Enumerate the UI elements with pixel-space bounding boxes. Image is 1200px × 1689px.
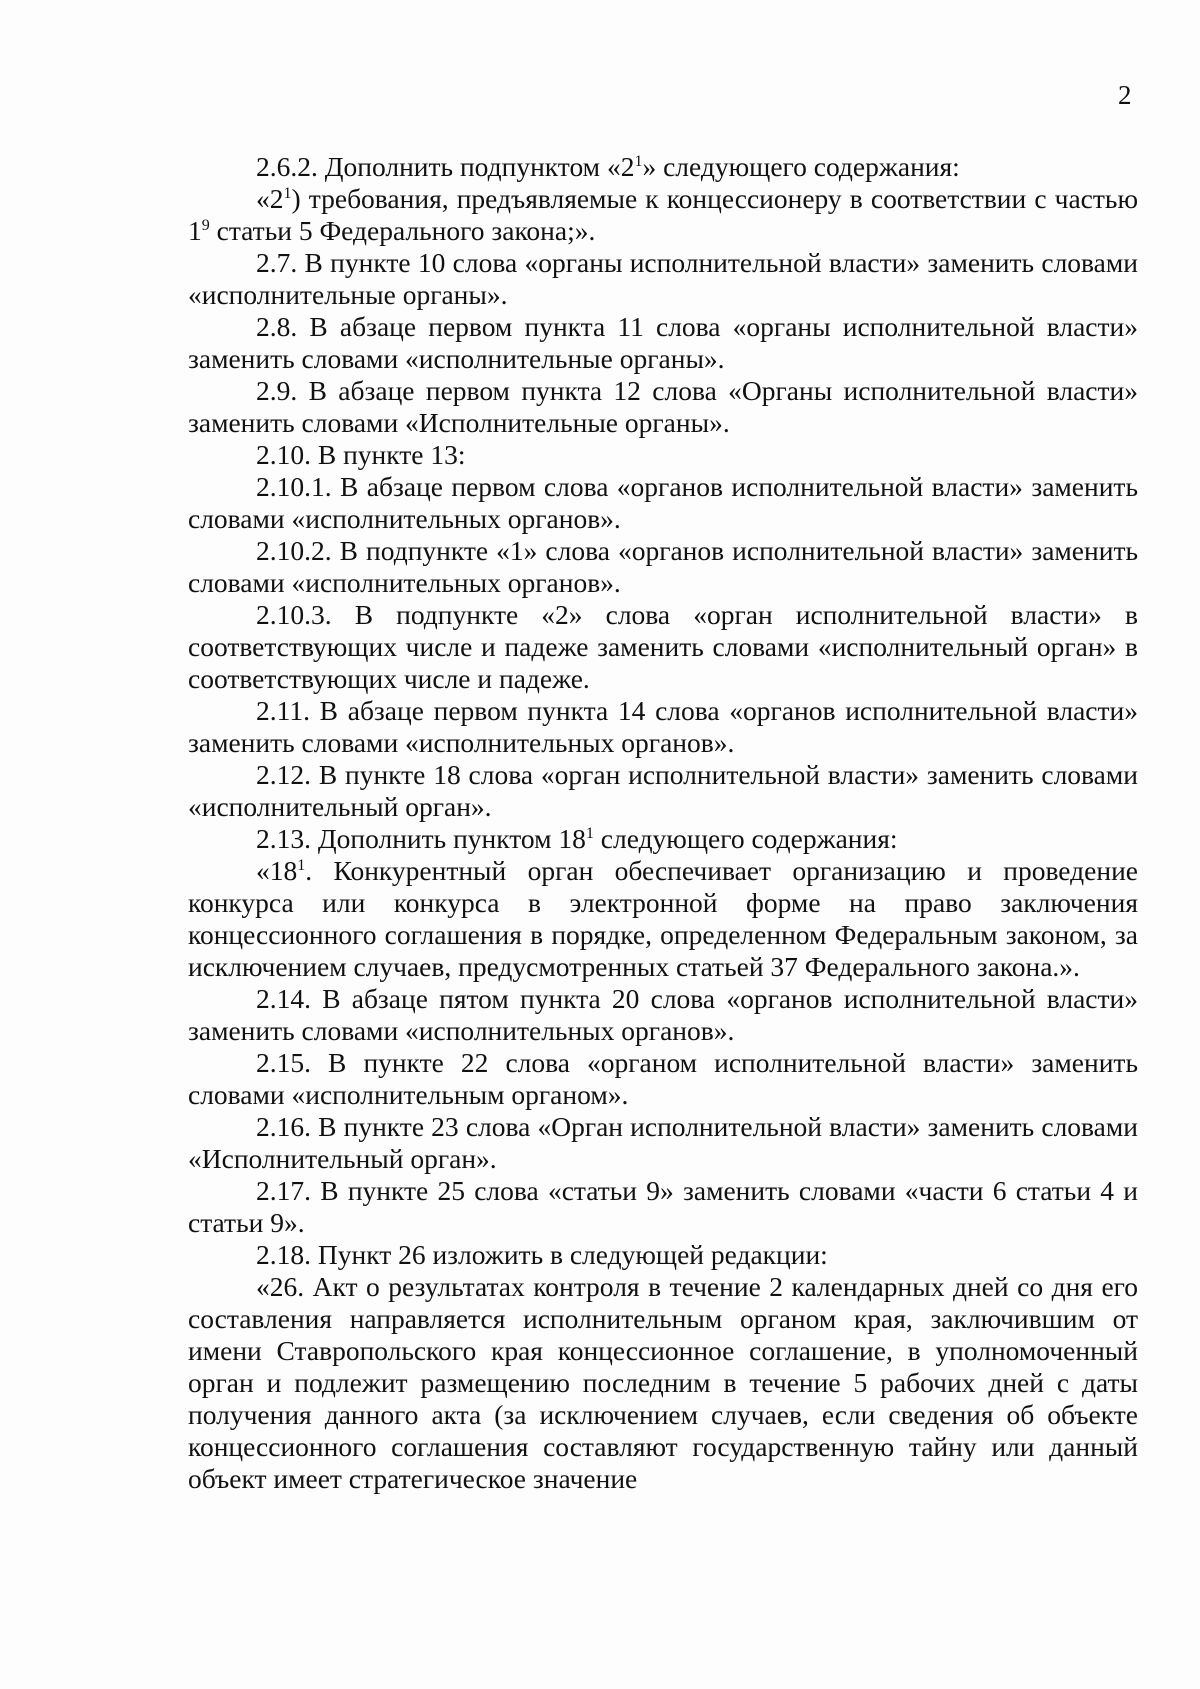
paragraph-text: 2.14. В абзаце пятом пункта 20 слова «органов исполнительной власти» заменить словами «исполнительных органов». [188,983,1138,1046]
paragraph [188,183,1138,247]
paragraph-text: 2.15. В пункте 22 слова «органом исполнительной власти» заменить словами «исполнительным органом». [188,1047,1138,1110]
paragraph [188,695,1138,759]
paragraph-text: статьи 5 Федерального закона;». [209,215,596,246]
superscript: 9 [201,216,210,234]
page-number: 2 [1118,80,1132,110]
paragraph [188,1047,1138,1111]
paragraph-text: «2 [256,183,284,214]
paragraph [188,439,1138,471]
paragraph-text: 2.7. В пункте 10 слова «органы исполнительной власти» заменить словами «исполнительные органы». [188,247,1138,310]
paragraph-text: » следующего содержания: [642,151,960,182]
paragraph [188,1111,1138,1175]
superscript: 1 [297,856,306,874]
paragraph-text: 2.10. В пункте 13: [256,439,466,470]
superscript: 1 [634,152,643,170]
superscript: 1 [585,824,594,842]
paragraph-text: 2.8. В абзаце первом пункта 11 слова «органы исполнительной власти» заменить словами «исполнительные органы». [188,311,1138,374]
paragraph-text: 2.17. В пункте 25 слова «статьи 9» заменить словами «части 6 статьи 4 и статьи 9». [188,1175,1138,1238]
paragraph [188,759,1138,823]
paragraph [188,375,1138,439]
paragraph [188,471,1138,535]
paragraph-text: 2.11. В абзаце первом пункта 14 слова «органов исполнительной власти» заменить словами «исполнительных органов». [188,695,1138,758]
paragraph-text: 2.10.1. В абзаце первом слова «органов исполнительной власти» заменить словами «исполнительных органов». [188,471,1138,534]
paragraph-text: 2.12. В пункте 18 слова «орган исполнительной власти» заменить словами «исполнительный орган». [188,759,1138,822]
paragraph-text: 2.10.3. В подпункте «2» слова «орган исполнительной власти» в соответствующих числе и падеже заменить словами «исполнительный орган» в соответствующих числе и падеже. [188,599,1138,694]
paragraph-text: 2.10.2. В подпункте «1» слова «органов исполнительной власти» заменить словами «исполнительных органов». [188,535,1138,598]
paragraph [188,599,1138,695]
paragraph-text: . Конкурентный орган обеспечивает организацию и проведение конкурса или конкурса в электронной форме на право заключения концессионного соглашения в порядке, определенном Федеральным законом, за исключением случаев, предусмотренных статьей 37 Федерального закона.». [188,855,1138,982]
paragraph-text: 2.16. В пункте 23 слова «Орган исполнительной власти» заменить словами «Исполнительный орган». [188,1111,1138,1174]
paragraph-text: 2.13. Дополнить пунктом 18 [256,823,586,854]
paragraph [188,1175,1138,1239]
paragraph [188,1239,1138,1271]
paragraph [188,855,1138,983]
paragraph [188,247,1138,311]
paragraph-text: 2.6.2. Дополнить подпунктом «2 [256,151,635,182]
paragraph-text: 2.9. В абзаце первом пункта 12 слова «Органы исполнительной власти» заменить словами «Исполнительные органы». [188,375,1138,438]
paragraph [188,535,1138,599]
paragraph-text: «26. Акт о результатах контроля в течение 2 календарных дней со дня его составления направляется исполнительным органом края, заключившим от имени Ставропольского края концессионное соглашение, в уполномоченный орган и подлежит размещению последним в течение 5 рабочих дней с даты получения данного акта (за исключением случаев, если сведения об объекте концессионного соглашения составляют государственную тайну или данный объект имеет стратегическое значение [188,1271,1138,1494]
document-body [188,151,1138,1495]
paragraph-text: следующего содержания: [593,823,898,854]
superscript: 1 [283,184,292,202]
paragraph [188,151,1138,183]
paragraph [188,1271,1138,1495]
paragraph-text: «18 [256,855,298,886]
paragraph-text: 2.18. Пункт 26 изложить в следующей редакции: [256,1239,828,1270]
paragraph [188,983,1138,1047]
paragraph-text: ) требования, предъявляемые к концессионеру в соответствии с частью 1 [188,183,1138,246]
paragraph [188,823,1138,855]
paragraph [188,311,1138,375]
